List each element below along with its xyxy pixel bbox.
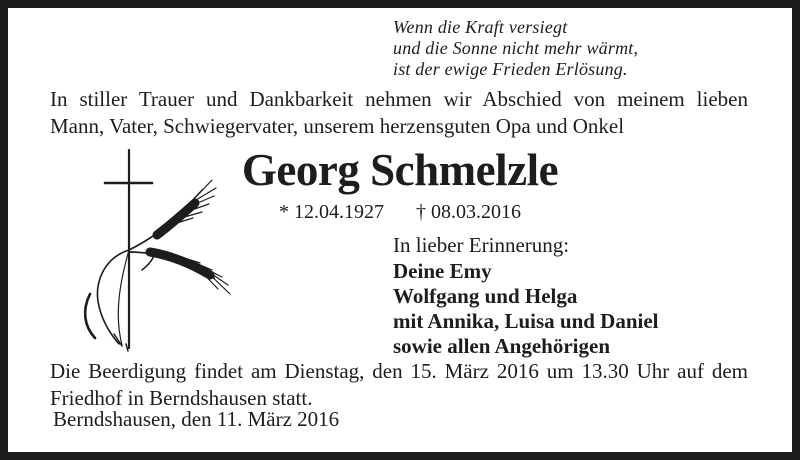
poem-line: Wenn die Kraft versiegt bbox=[393, 17, 568, 37]
intro-line: In stiller Trauer und Dankbarkeit nehmen wir Abschied von meinem lieben bbox=[50, 87, 748, 111]
funeral-info bbox=[50, 358, 748, 412]
place-and-date: Berndshausen, den 11. März 2016 bbox=[53, 407, 340, 431]
mourner-line: Deine Emy bbox=[393, 259, 492, 283]
death-date: † 08.03.2016 bbox=[416, 201, 521, 223]
memory-label: In lieber Erinnerung: bbox=[393, 233, 570, 257]
intro-paragraph bbox=[50, 86, 748, 140]
mourner-line: mit Annika, Luisa und Daniel bbox=[393, 309, 659, 333]
funeral-line: Die Beerdigung findet am Dienstag, den 15. März 2016 um 13.30 Uhr auf dem bbox=[50, 359, 748, 383]
deceased-name: Georg Schmelzle bbox=[241, 145, 559, 195]
poem-line: und die Sonne nicht mehr wärmt, bbox=[393, 38, 639, 58]
birth-date: * 12.04.1927 bbox=[279, 201, 384, 223]
mourners-list bbox=[393, 259, 659, 359]
funeral-line: Friedhof in Berndshausen statt. bbox=[50, 386, 313, 410]
mourner-line: Wolfgang und Helga bbox=[393, 284, 578, 308]
intro-line: Mann, Vater, Schwiegervater, unserem herzensguten Opa und Onkel bbox=[50, 114, 625, 138]
life-dates bbox=[0, 200, 800, 224]
mourner-line: sowie allen Angehörigen bbox=[393, 334, 611, 358]
poem bbox=[393, 17, 638, 80]
poem-line: ist der ewige Frieden Erlösung. bbox=[393, 59, 628, 79]
